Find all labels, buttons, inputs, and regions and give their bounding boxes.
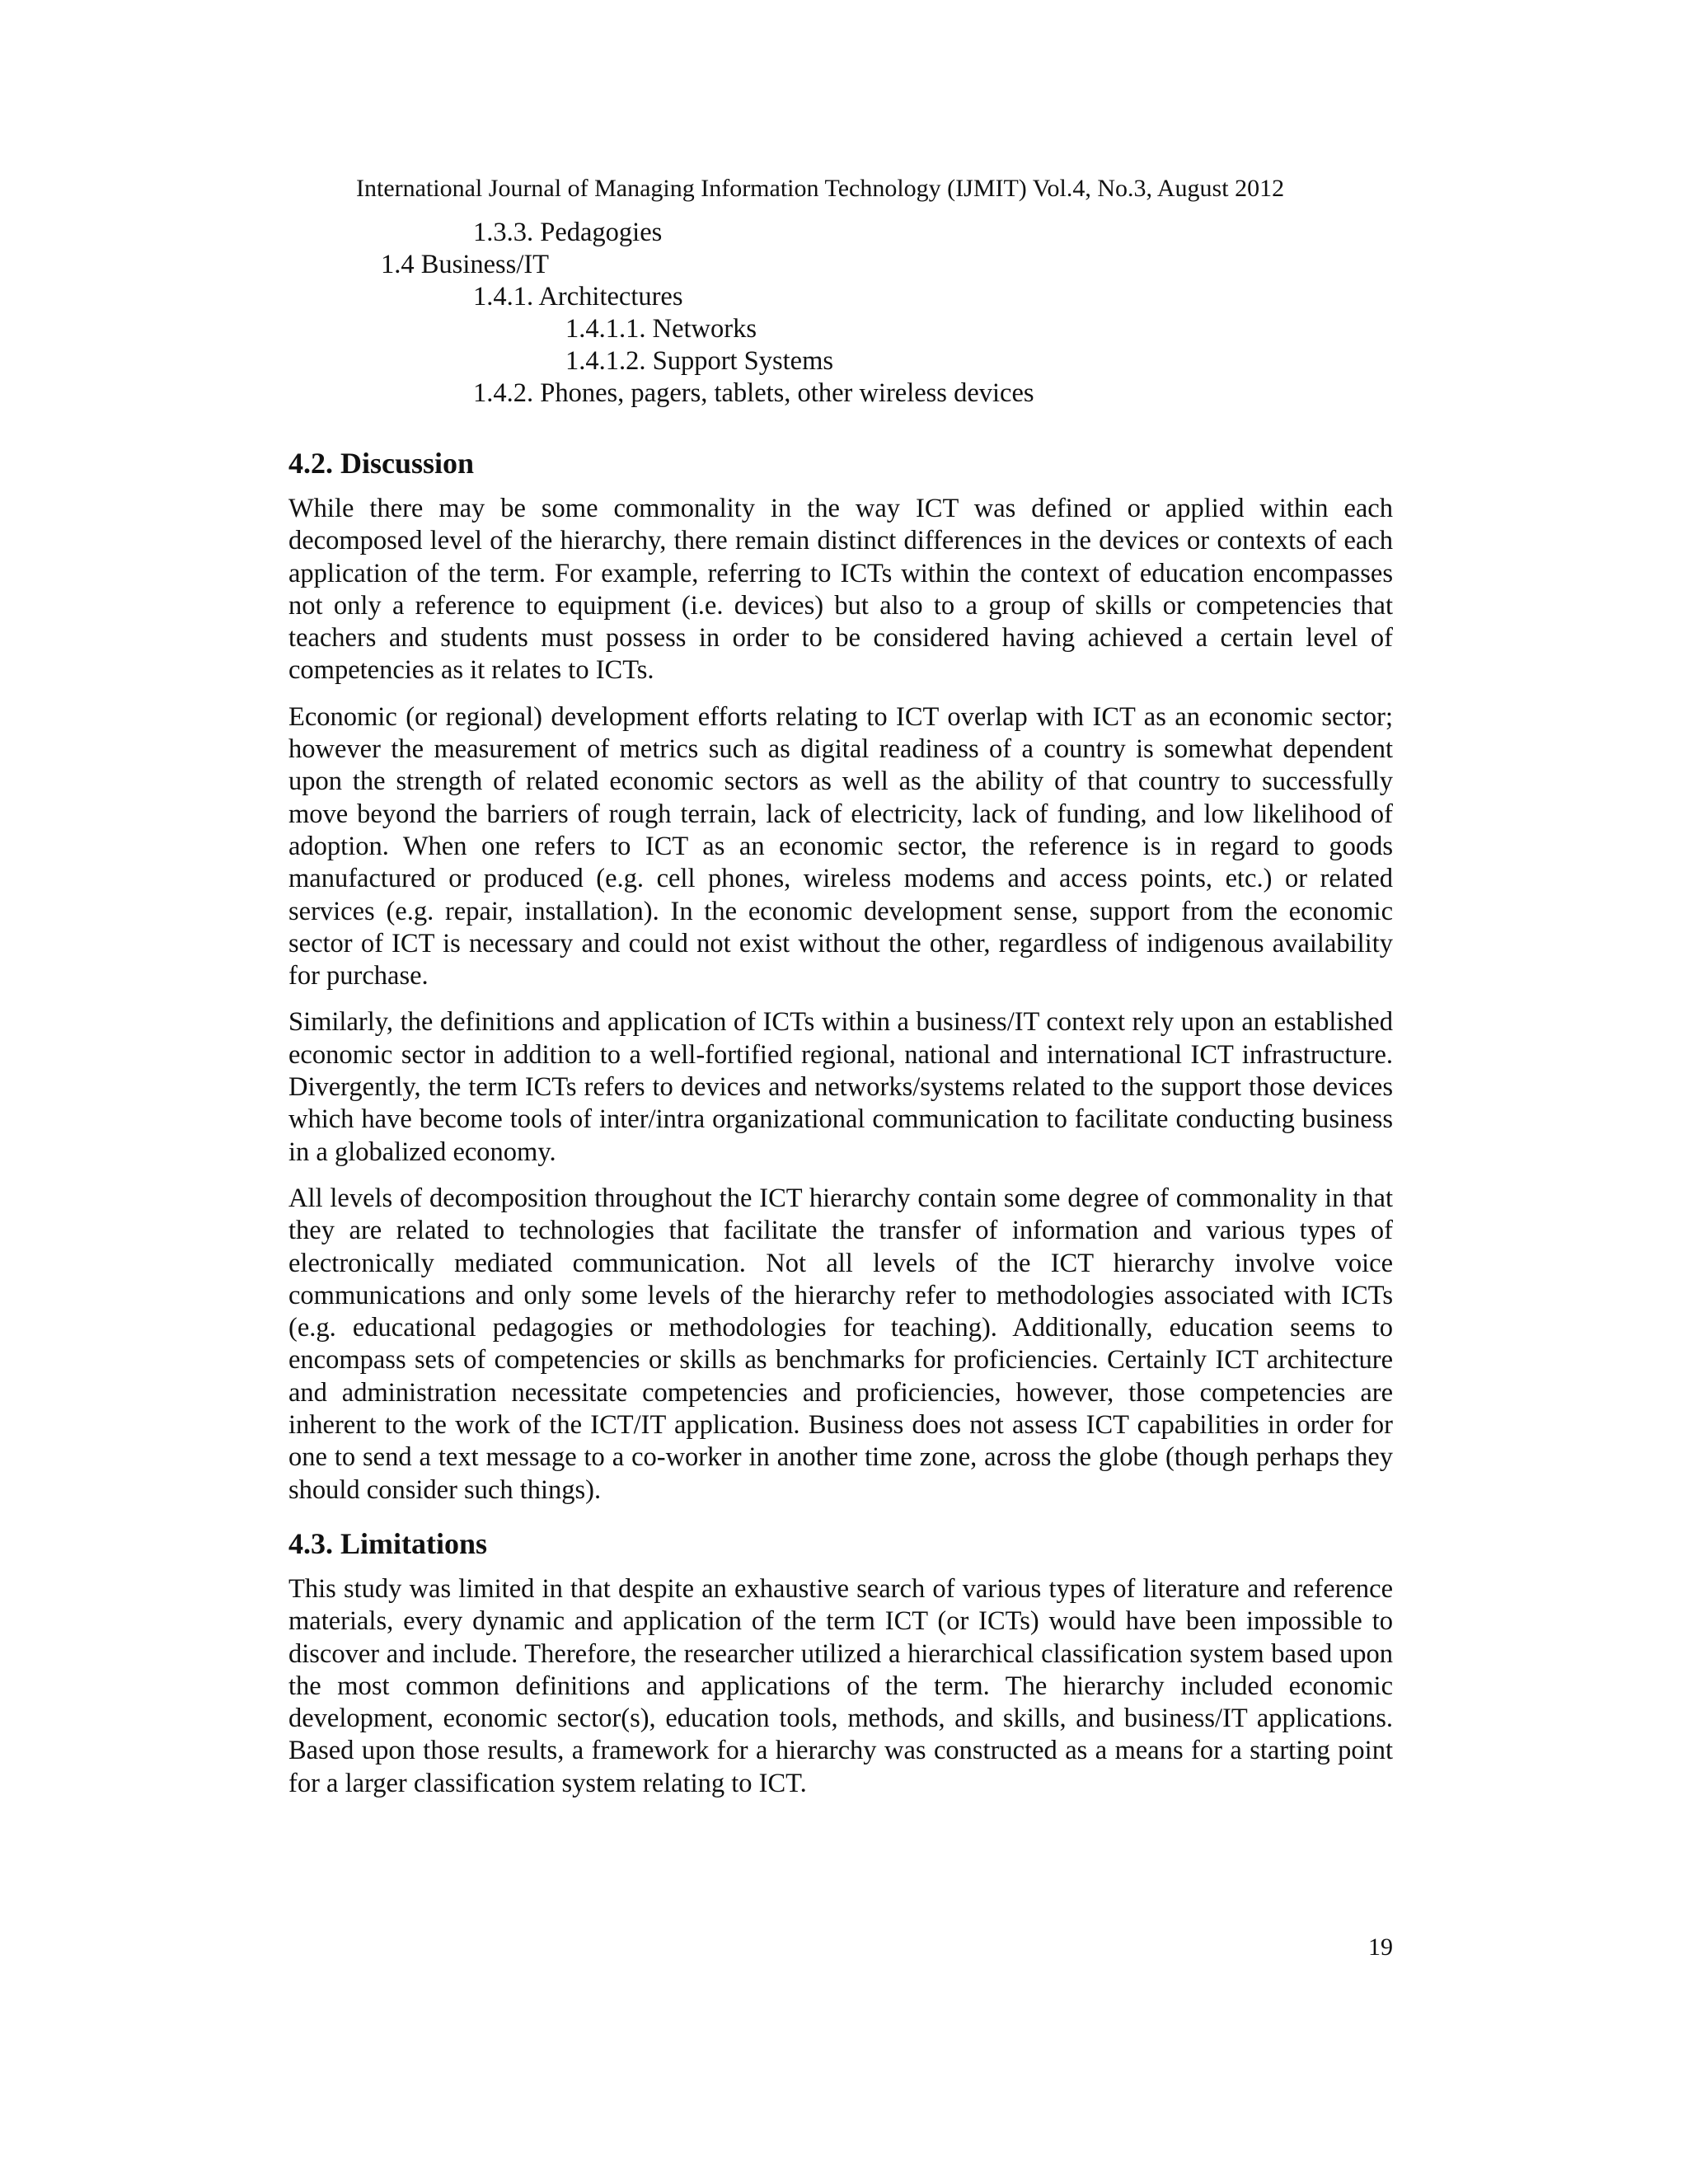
running-header: International Journal of Managing Information Technology (IJMIT) Vol.4, No.3, August 2012 <box>356 175 1285 202</box>
discussion-paragraph-3: Similarly, the definitions and application of ICTs within a business/IT context rely upon an established economic sector in addition to a well-fortified regional, national and international ICT infrastructure. Divergently, the term ICTs refers to devices and networks/systems related to the support those devices which have become tools of inter/intra organizational communication to facilitate conducting business in a globalized economy. <box>288 1007 1393 1167</box>
page-number: 19 <box>1368 1933 1393 1961</box>
article-body <box>288 445 1393 1814</box>
limitations-paragraph-1: This study was limited in that despite an exhaustive search of various types of literature and reference materials, every dynamic and application of the term ICT (or ICTs) would have been impossible to discover and include. Therefore, the researcher utilized a hierarchical classification system based upon the most common definitions and applications of the term. The hierarchy included economic development, economic sector(s), education tools, methods, and skills, and business/IT applications. Based upon those results, a framework for a hierarchy was constructed as a means for a starting point for a larger classification system relating to ICT. <box>288 1573 1393 1798</box>
discussion-paragraph-2: Economic (or regional) development efforts relating to ICT overlap with ICT as an economic sector; however the measurement of metrics such as digital readiness of a country is somewhat dependent upon the strength of related economic sectors as well as the ability of that country to successfully move beyond the barriers of rough terrain, lack of electricity, lack of funding, and low likelihood of adoption. When one refers to ICT as an economic sector, the reference is in regard to goods manufactured or produced (e.g. cell phones, wireless modems and access points, etc.) or related services (e.g. repair, installation). In the economic development sense, support from the economic sector of ICT is necessary and could not exist without the other, regardless of indigenous availability for purchase. <box>288 701 1393 991</box>
section-heading-discussion: 4.2. Discussion <box>288 447 475 480</box>
outline-item-pedagogies: 1.3.3. Pedagogies <box>473 218 663 247</box>
outline-item-networks: 1.4.1.1. Networks <box>565 314 757 344</box>
outline-item-wireless-devices: 1.4.2. Phones, pagers, tablets, other wireless devices <box>473 378 1034 408</box>
outline-item-business-it: 1.4 Business/IT <box>381 250 550 279</box>
outline-item-support-systems: 1.4.1.2. Support Systems <box>565 346 834 376</box>
outline-item-architectures: 1.4.1. Architectures <box>473 282 683 312</box>
discussion-paragraph-1: While there may be some commonality in the way ICT was defined or applied within each decomposed level of the hierarchy, there remain distinct differences in the devices or contexts of each application of the term. For example, referring to ICTs within the context of education encompasses not only a reference to equipment (i.e. devices) but also to a group of skills or competencies that teachers and students must possess in order to be considered having achieved a certain level of competencies as it relates to ICTs. <box>288 494 1393 686</box>
section-heading-limitations: 4.3. Limitations <box>288 1526 488 1560</box>
discussion-paragraph-4: All levels of decomposition throughout the ICT hierarchy contain some degree of commonality in that they are related to technologies that facilitate the transfer of information and various types of electronically mediated communication. Not all levels of the ICT hierarchy involve voice communications and only some levels of the hierarchy refer to methodologies associated with ICTs (e.g. educational pedagogies or methodologies for teaching). Additionally, education seems to encompass sets of competencies or skills as benchmarks for proficiencies. Certainly ICT architecture and administration necessitate competencies and proficiencies, however, those competencies are inherent to the work of the ICT/IT application. Business does not assess ICT capabilities in order for one to send a text message to a co-worker in another time zone, across the globe (though perhaps they should consider such things). <box>288 1183 1393 1505</box>
